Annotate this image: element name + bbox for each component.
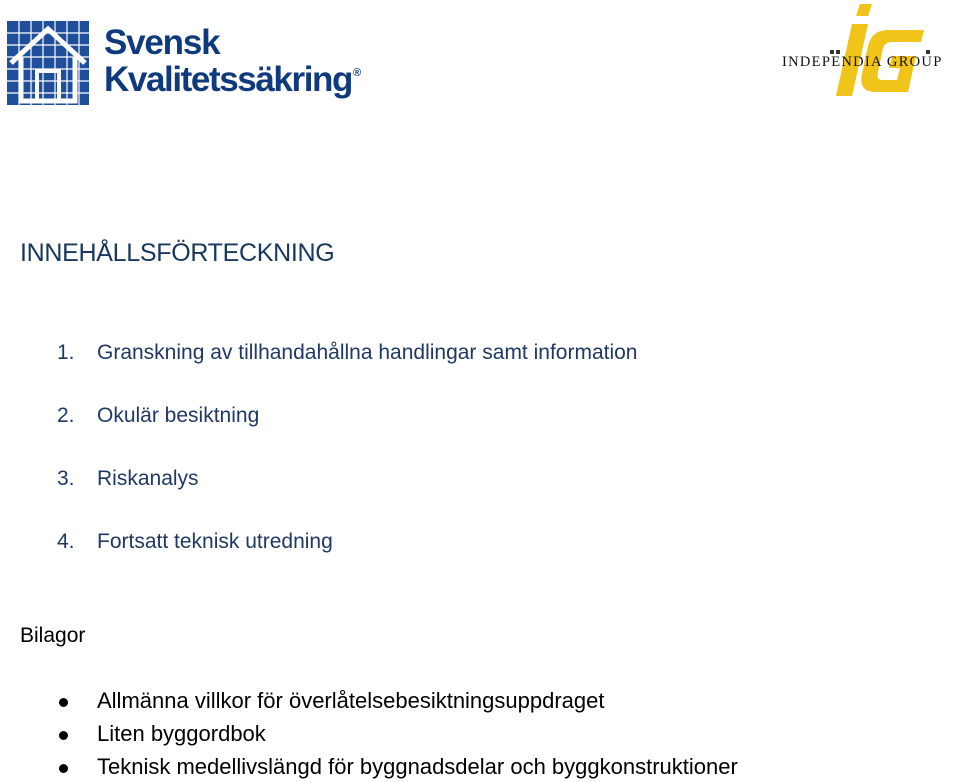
list-item-label: Allmänna villkor för överlåtelsebesiktningsuppdraget <box>97 688 605 713</box>
toc-item-label: Fortsatt teknisk utredning <box>97 530 333 553</box>
toc-item-number: 2. <box>57 404 75 427</box>
independia-group-logo <box>780 0 960 100</box>
brand-line-2 <box>104 62 360 97</box>
bullet-icon <box>59 764 68 773</box>
bullet-icon <box>59 698 68 707</box>
toc-item-number: 3. <box>57 467 75 490</box>
registered-mark: ® <box>353 67 360 79</box>
brand-line-2-text: Kvalitetssäkring <box>104 60 352 99</box>
ig-logo-icon <box>828 0 938 100</box>
independia-group-text: INDEPENDIA GROUP <box>782 54 943 70</box>
list-item-label: Liten byggordbok <box>97 721 266 746</box>
house-logo-icon <box>7 21 89 105</box>
toc-item-label: Granskning av tillhandahållna handlingar samt information <box>97 341 638 364</box>
toc-item-label: Riskanalys <box>97 467 199 490</box>
toc-title: INNEHÅLLSFÖRTECKNING <box>20 239 335 267</box>
brand-name <box>104 23 360 97</box>
toc-item-label: Okulär besiktning <box>97 404 260 427</box>
toc-item-number: 4. <box>57 530 75 553</box>
toc-item-number: 1. <box>57 341 75 364</box>
bullet-icon <box>59 731 68 740</box>
appendix-title: Bilagor <box>20 624 86 647</box>
brand-line-1: Svensk <box>104 23 220 62</box>
svensk-kvalitetssakring-logo <box>7 21 407 109</box>
list-item-label: Teknisk medellivslängd för byggnadsdelar och byggkonstruktioner <box>97 754 738 779</box>
